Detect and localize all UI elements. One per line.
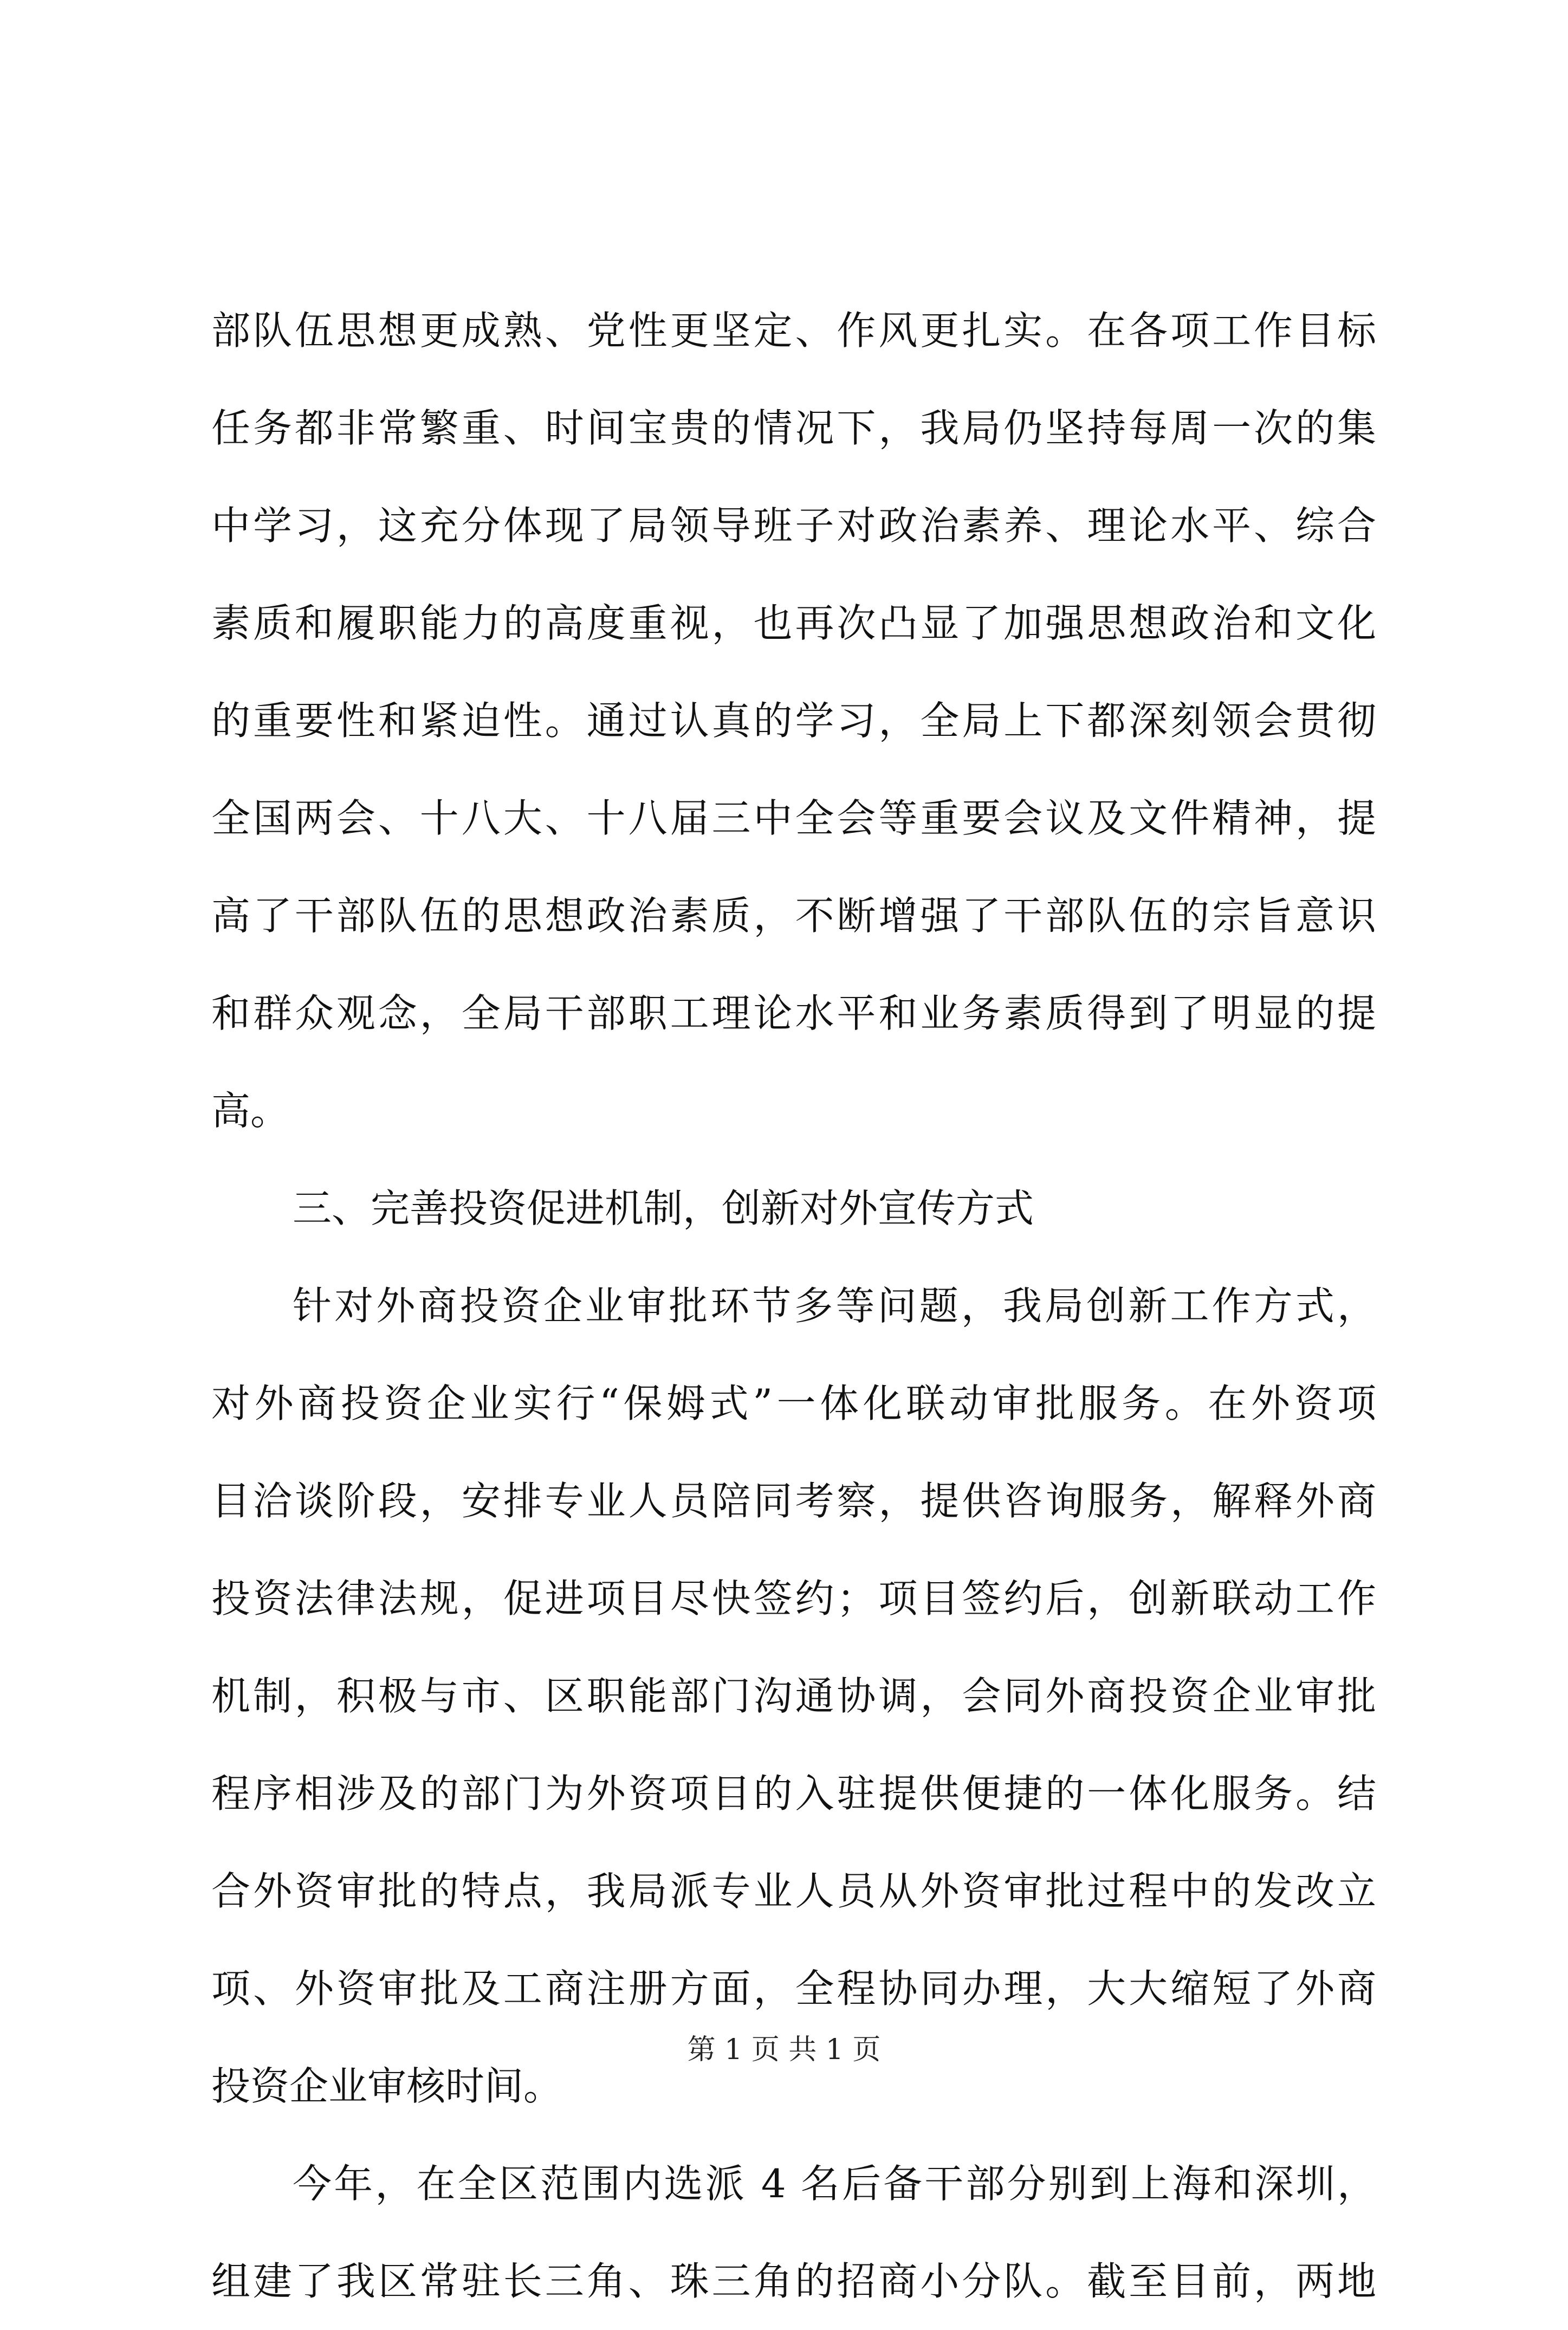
text-line: 中学习，这充分体现了局领导班子对政治素养、理论水平、综合 bbox=[211, 503, 1376, 548]
text-line: 三、完善投资促进机制，创新对外宣传方式 bbox=[293, 1186, 1034, 1231]
text-line: 高了干部队伍的思想政治素质，不断增强了干部队伍的宗旨意识 bbox=[211, 893, 1376, 939]
text-line: 投资企业审核时间。 bbox=[211, 2063, 563, 2109]
text-line: 高。 bbox=[211, 1088, 290, 1134]
text-line: 合外资审批的特点，我局派专业人员从外资审批过程中的发改立 bbox=[211, 1868, 1376, 1914]
text-line: 部队伍思想更成熟、党性更坚定、作风更扎实。在各项工作目标 bbox=[211, 308, 1376, 353]
text-line: 对外商投资企业实行“保姆式”一体化联动审批服务。在外资项 bbox=[211, 1381, 1376, 1426]
text-line: 的重要性和紧迫性。通过认真的学习，全局上下都深刻领会贯彻 bbox=[211, 698, 1376, 743]
text-line: 机制，积极与市、区职能部门沟通协调，会同外商投资企业审批 bbox=[211, 1673, 1376, 1719]
text-line: 素质和履职能力的高度重视，也再次凸显了加强思想政治和文化 bbox=[211, 600, 1376, 646]
text-line: 任务都非常繁重、时间宝贵的情况下，我局仍坚持每周一次的集 bbox=[211, 405, 1376, 451]
text-line: 项、外资审批及工商注册方面，全程协同办理，大大缩短了外商 bbox=[211, 1966, 1376, 2011]
text-line: 目洽谈阶段，安排专业人员陪同考察，提供咨询服务，解释外商 bbox=[211, 1478, 1376, 1524]
text-line: 和群众观念，全局干部职工理论水平和业务素质得到了明显的提 bbox=[211, 991, 1376, 1036]
text-line: 投资法律法规，促进项目尽快签约；项目签约后，创新联动工作 bbox=[211, 1576, 1376, 1621]
text-line: 今年，在全区范围内选派 4 名后备干部分别到上海和深圳， bbox=[293, 2161, 1376, 2206]
text-line: 针对外商投资企业审批环节多等问题，我局创新工作方式， bbox=[293, 1283, 1376, 1329]
page-footer: 第 1 页 共 1 页 bbox=[687, 2034, 881, 2066]
document-body bbox=[211, 282, 1376, 2330]
text-line: 组建了我区常驻长三角、珠三角的招商小分队。截至目前，两地 bbox=[211, 2258, 1376, 2304]
text-line: 程序相涉及的部门为外资项目的入驻提供便捷的一体化服务。结 bbox=[211, 1771, 1376, 1816]
text-line: 全国两会、十八大、十八届三中全会等重要会议及文件精神，提 bbox=[211, 795, 1376, 841]
